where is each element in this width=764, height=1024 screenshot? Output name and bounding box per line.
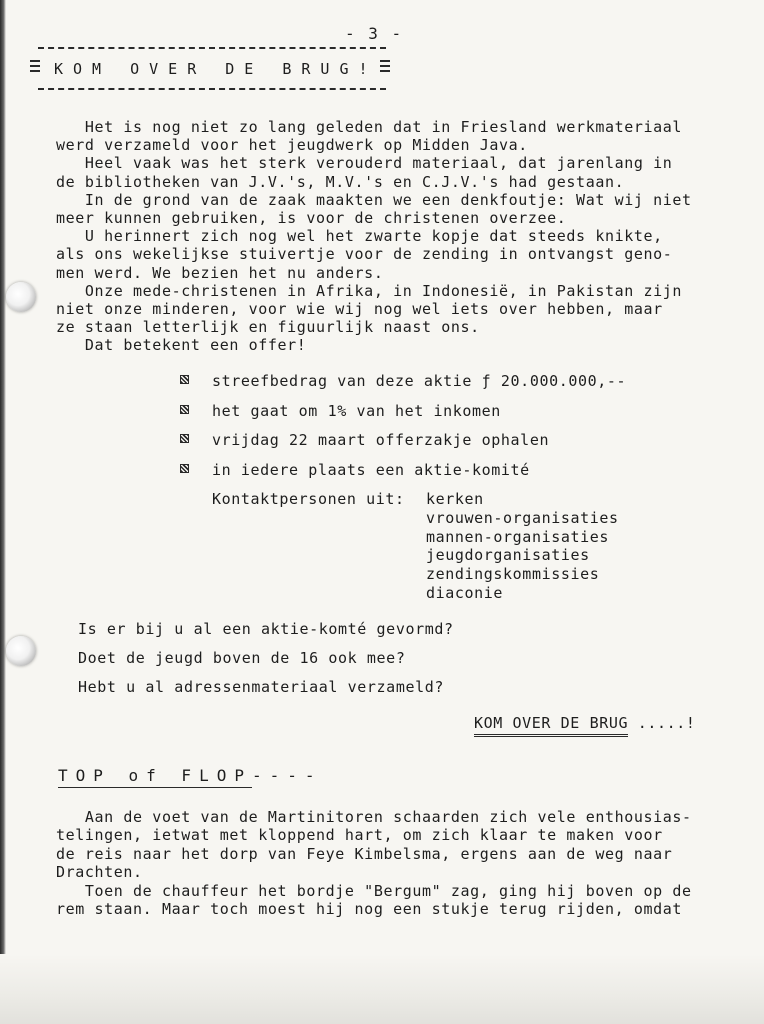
section-title: [58, 766, 323, 785]
header-box: [30, 44, 390, 96]
list-item: jeugdorganisaties: [426, 546, 590, 565]
bullet-text: in iedere plaats een aktie-komité: [212, 460, 530, 479]
intro-paragraph: Het is nog niet zo lang geleden dat in Friesland werkmateriaal werd verzameld voor het jeugdwerk op Midden Java. Heel vaak was het sterk verouderd materiaal, dat jarenlang in de bibliotheken van J.V.'s, M.V.'s en C.J.V.'s had gestaan. In de grond van de zaak maakten we een denkfoutje: Wat wij niet meer kunnen gebruiken, is voor de christenen overzee. U herinnert zich nog wel het zwarte kopje dat steeds knikte, als ons wekelijkse stuivertje voor de zending in ontvangst geno- men werd. We bezien het nu anders. Onze mede-christenen in Afrika, in Indonesië, in Pakistan zijn niet onze minderen, voor wie wij nog wel iets over hebben, maar ze staan letterlijk en figuurlijk naast ons. Dat betekent een offer!: [56, 118, 692, 355]
question: Hebt u al adressenmateriaal verzameld?: [78, 678, 444, 696]
punch-hole-top: [6, 282, 36, 312]
list-item: [180, 402, 700, 432]
header-left-rule: [30, 60, 40, 74]
contact-list: [426, 490, 619, 603]
section-title-tail: ----: [251, 766, 323, 785]
list-item: [180, 461, 700, 491]
bullet-list: [180, 372, 700, 490]
header-right-rule: [380, 60, 390, 74]
section-paragraph: Aan de voet van de Martinitoren schaarden zich vele enthousias- telingen, ietwat met kloppend hart, om zich klaar te maken voor de reis naar het dorp van Feye Kimbelsma, ergens aan de weg naar Drachten. Toen de chauffeur het bordje "Bergum" zag, ging hij boven op de rem staan. Maar toch moest hij nog een stukje terug rijden, omdat: [56, 808, 692, 919]
punch-hole-bottom: [6, 636, 36, 666]
question: Is er bij u al een aktie-komté gevormd?: [78, 620, 454, 638]
bullet-box-icon: [180, 375, 189, 384]
page-bottom-shadow: [0, 954, 764, 1024]
page-number: - 3 -: [345, 24, 404, 43]
header-top-rule: [38, 47, 386, 49]
list-item: [180, 431, 700, 461]
bullet-text: het gaat om 1% van het inkomen: [212, 401, 501, 420]
question-list: [78, 620, 454, 707]
list-item: [180, 372, 700, 402]
bullet-box-icon: [180, 405, 189, 414]
list-item: mannen-organisaties: [426, 527, 609, 546]
bullet-box-icon: [180, 464, 189, 473]
header-title: KOM OVER DE BRUG!: [54, 60, 378, 78]
contact-label: Kontaktpersonen uit:: [212, 490, 405, 508]
bullet-text: streefbedrag van deze aktie ƒ 20.000.000,--: [212, 372, 627, 390]
slogan-tail: .....!: [628, 714, 696, 732]
list-item: zendingskommissies: [426, 565, 600, 584]
slogan: [474, 714, 696, 732]
slogan-underlined: KOM OVER DE BRUG: [474, 714, 628, 737]
section-title-text: TOP of FLOP: [58, 766, 252, 788]
bullet-box-icon: [180, 434, 189, 443]
bullet-text: vrijdag 22 maart offerzakje ophalen: [212, 431, 550, 449]
header-bottom-rule: [38, 88, 386, 90]
question: Doet de jeugd boven de 16 ook mee?: [78, 649, 406, 667]
list-item: vrouwen-organisaties: [426, 508, 619, 527]
list-item: diaconie: [426, 583, 504, 602]
list-item: kerken: [426, 490, 484, 508]
page-edge: [0, 0, 6, 1024]
